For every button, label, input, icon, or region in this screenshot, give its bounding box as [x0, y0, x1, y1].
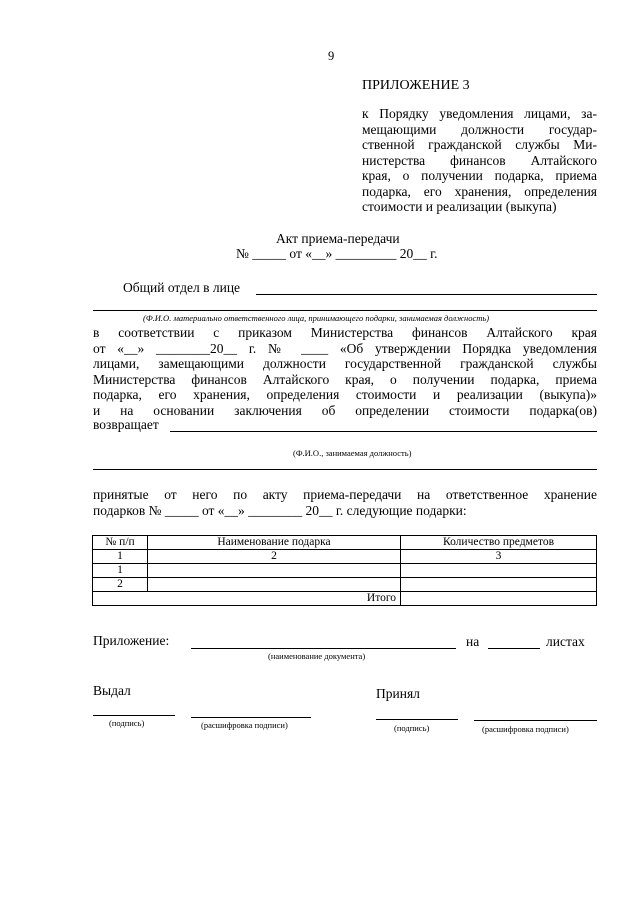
- header-quantity: Количество предметов: [401, 536, 597, 550]
- appendix-line: стоимости и реализации (выкупа): [362, 199, 557, 214]
- body-paragraph: [93, 325, 597, 418]
- attachment-label: Приложение:: [93, 633, 170, 648]
- table-cell: 1: [93, 550, 148, 564]
- accepted-paragraph: [93, 487, 597, 518]
- received-decoding-line: [474, 720, 597, 721]
- received-signature-line: [376, 719, 458, 720]
- fio-caption: (Ф.И.О., занимаемая должность): [293, 448, 412, 458]
- received-decoding-caption: (расшифровка подписи): [482, 724, 569, 734]
- page-number: 9: [328, 49, 335, 63]
- appendix-line: подарка, его хранения, определения: [362, 183, 597, 199]
- accepted-line: подарков № _____ от «__» ________ 20__ г. следующие подарки:: [93, 502, 467, 518]
- issued-decoding-caption: (расшифровка подписи): [201, 720, 288, 730]
- appendix-line: мещающими должности государ-: [362, 121, 597, 137]
- body-line: подарка, его хранения, определения стоимости и реализации (выкупа)»: [93, 387, 597, 402]
- table-row: [93, 578, 597, 592]
- appendix-line: нистерства финансов Алтайского: [362, 152, 597, 168]
- issued-signature-caption: (подпись): [109, 718, 145, 728]
- act-number-line: № _____ от «__» _________ 20__ г.: [236, 246, 438, 261]
- table-cell: [401, 578, 597, 592]
- act-title: Акт приема-передачи: [276, 231, 400, 246]
- table-header-row: [93, 536, 597, 550]
- returns-to-line: [170, 431, 597, 432]
- body-line: Министерства финансов Алтайского края, о получении подарка, приема: [93, 371, 597, 387]
- total-value: [401, 592, 597, 606]
- header-gift-name: Наименование подарка: [148, 536, 401, 550]
- appendix-line: края, о получении подарка, приема: [362, 168, 597, 183]
- issued-decoding-line: [191, 717, 311, 718]
- attachment-document-line: [191, 648, 456, 649]
- gifts-table: [92, 535, 597, 606]
- total-label: Итого: [93, 592, 401, 606]
- table-cell: 2: [148, 550, 401, 564]
- responsible-person-line-2: [93, 310, 597, 311]
- returns-to-line-2: [93, 469, 597, 470]
- attachment-on: на: [466, 634, 480, 649]
- appendix-line: к Порядку уведомления лицами, за-: [362, 106, 597, 121]
- general-dept-label: Общий отдел в лице: [123, 280, 241, 295]
- table-row: [93, 564, 597, 578]
- body-line: в соответствии с приказом Министерства финансов Алтайского края: [93, 325, 597, 340]
- attachment-sheets: листах: [546, 634, 585, 649]
- responsible-person-line: [256, 294, 597, 295]
- table-cell: 1: [93, 564, 148, 578]
- body-line: от «__» ________20__ г. № ____ «Об утверждении Порядка уведомления: [93, 340, 597, 356]
- appendix-block: [362, 106, 597, 215]
- attachment-sheets-line: [488, 648, 540, 649]
- header-number: № п/п: [93, 536, 148, 550]
- responsible-caption: (Ф.И.О. материально ответственного лица, принимающего подарки, занимаемая должность): [143, 313, 490, 323]
- table-cell: [401, 564, 597, 578]
- table-total-row: [93, 592, 597, 606]
- received-signature-caption: (подпись): [394, 723, 430, 733]
- table-cell: 2: [93, 578, 148, 592]
- received-label: Принял: [376, 686, 420, 701]
- appendix-line: ственной гражданской службы Ми-: [362, 137, 597, 152]
- body-line: лицами, замещающими должности государственной гражданской службы: [93, 356, 597, 371]
- table-cell: [148, 578, 401, 592]
- table-cell: [148, 564, 401, 578]
- issued-signature-line: [93, 715, 175, 716]
- table-cell: 3: [401, 550, 597, 564]
- accepted-line: принятые от него по акту приема-передачи на ответственное хранение: [93, 487, 597, 502]
- table-row: [93, 550, 597, 564]
- issued-label: Выдал: [93, 683, 131, 698]
- attachment-caption: (наименование документа): [268, 651, 366, 661]
- returns-label: возвращает: [93, 417, 159, 432]
- body-line: и на основании заключения об определении стоимости подарка(ов): [93, 402, 597, 418]
- appendix-title: ПРИЛОЖЕНИЕ 3: [362, 78, 470, 93]
